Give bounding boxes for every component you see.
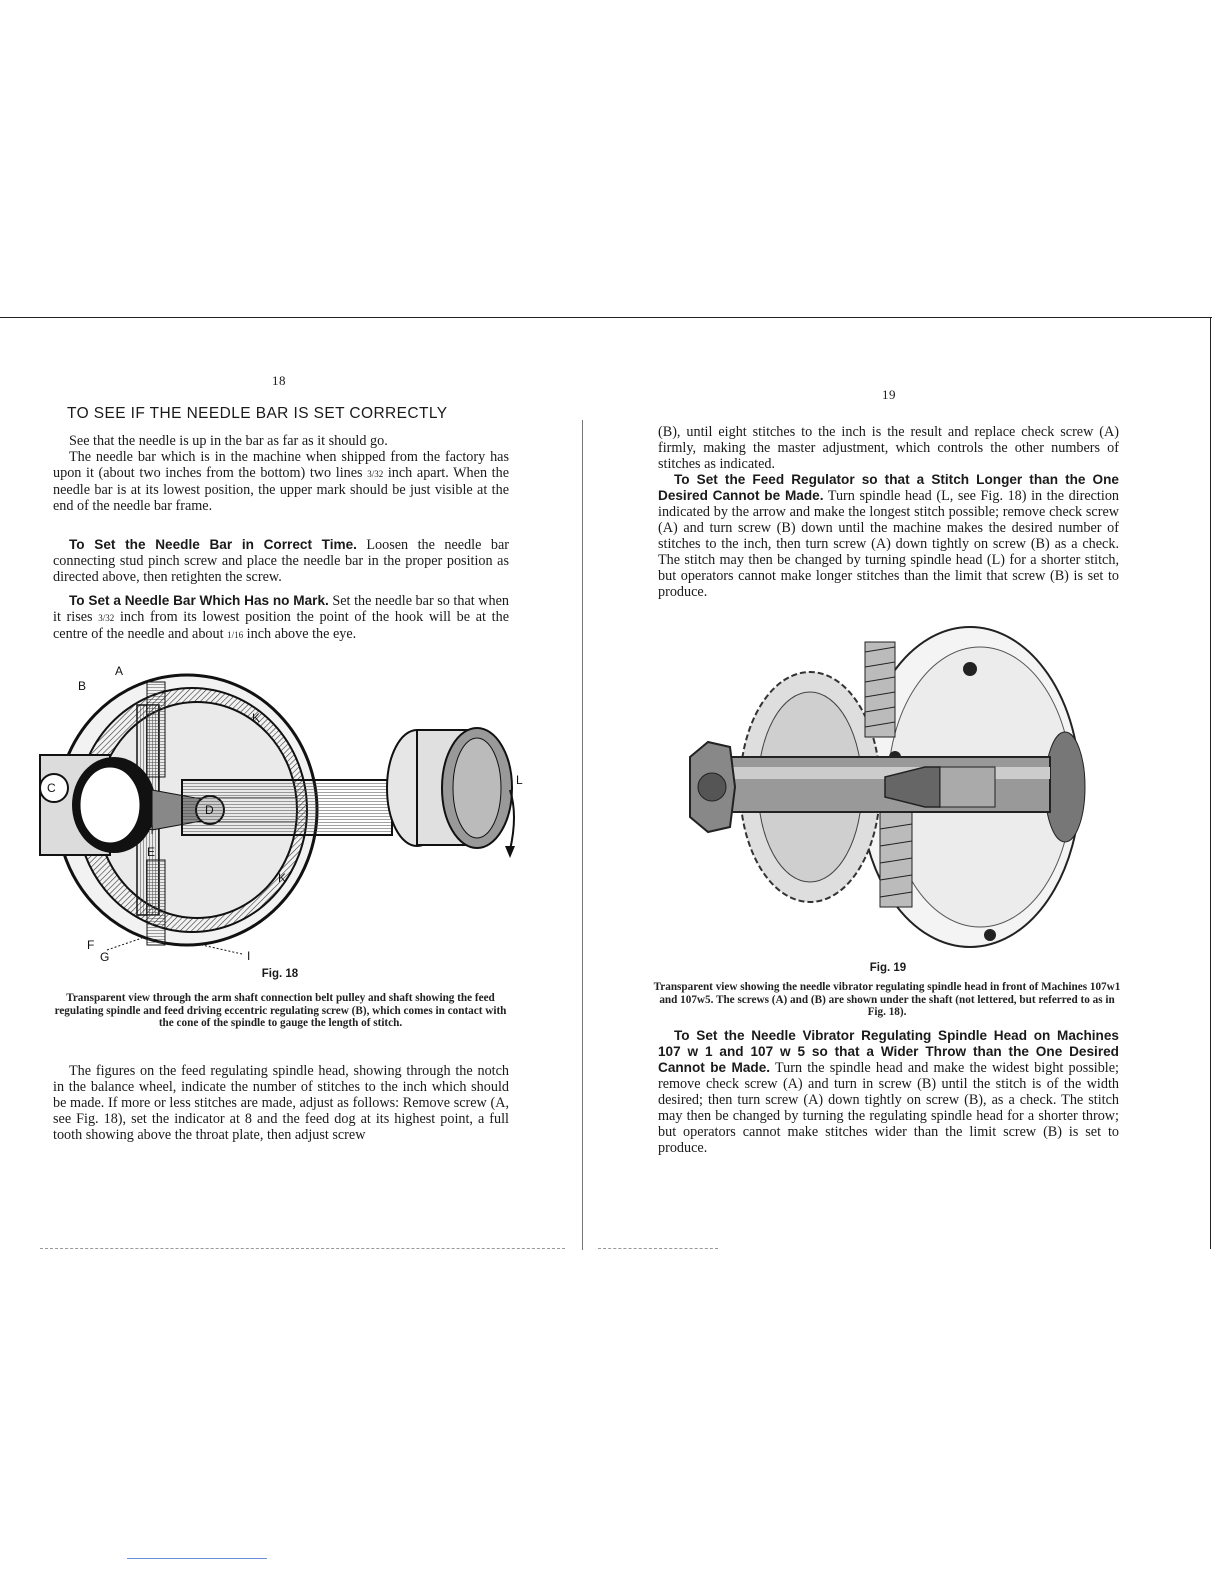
left-text-block-1 bbox=[53, 433, 509, 514]
bottom-rule-left bbox=[40, 1248, 565, 1249]
section-heading: TO SEE IF THE NEEDLE BAR IS SET CORRECTLY bbox=[67, 405, 448, 422]
fig18-letter-k-top: K bbox=[252, 711, 261, 725]
fig18-letter-e: E bbox=[147, 845, 156, 859]
figure-19-illustration bbox=[680, 617, 1090, 957]
paragraph-eight-stitches: (B), until eight stitches to the inch is the result and replace check screw (A) firmly, making the master adjustment, which controls the other numbers of stitches as indicated. bbox=[658, 424, 1119, 472]
paragraph-feed-figures: The figures on the feed regulating spindle head, showing through the notch in the balance wheel, indicate the number of stitches to the inch which should be made. If more or less stitches are made, adjust as follows: Remove screw (A, see Fig. 18), set the indicator at 8 and the feed dog at its highest point, a full tooth showing above the throat plate, then adjust screw bbox=[53, 1063, 509, 1143]
figure-18-illustration bbox=[32, 660, 532, 965]
figure-18-label: Fig. 18 bbox=[261, 968, 299, 980]
link-underline bbox=[127, 1558, 267, 1559]
page-number-left: 18 bbox=[272, 373, 286, 388]
figure-19-label: Fig. 19 bbox=[869, 962, 907, 974]
page-frame-top bbox=[0, 317, 1212, 318]
page-frame-right bbox=[1210, 317, 1211, 1249]
run-in-feed-regulator: To Set the Feed Regulator so that a Stitch Longer than the One Desired Cannot be Made. bbox=[658, 472, 1119, 503]
left-text-block-3 bbox=[53, 593, 509, 643]
right-text-block-2 bbox=[658, 1028, 1119, 1156]
fig18-letter-h: H bbox=[145, 823, 154, 837]
run-in-no-mark: To Set a Needle Bar Which Has no Mark. bbox=[69, 593, 329, 608]
fig18-letter-f: F bbox=[87, 938, 95, 952]
paragraph-no-mark: To Set a Needle Bar Which Has no Mark. Set the needle bar so that when it rises 3/32 inch from its lowest position the point of the hook will be at the centre of the needle and about 1/16 inch above the eye. bbox=[53, 593, 510, 642]
fig18-letter-c: C bbox=[47, 781, 56, 795]
left-text-block-4 bbox=[53, 1063, 509, 1143]
paragraph-feed-regulator: To Set the Feed Regulator so that a Stitch Longer than the One Desired Cannot be Made. Turn spindle head (L, see Fig. 18) in the direction indicated by the arrow and make the longest stitch possible; remove check screw (A) and turn screw (B) down until the machine makes the desired number of stitches to the inch, then turn screw (A) down tightly on screw (B) as a check. The stitch may then be changed by turning spindle head (L) for a shorter stitch, but operators cannot make longer stitches than the limit that screw (B) is set to produce. bbox=[658, 472, 1119, 600]
fig18-letter-i: I bbox=[247, 949, 251, 963]
right-text-block-1 bbox=[658, 424, 1119, 600]
bottom-rule-right bbox=[598, 1248, 718, 1249]
page-number-right: 19 bbox=[882, 387, 896, 402]
paragraph-needle-bar-marks: The needle bar which is in the machine when shipped from the factory has upon it (about two inches from the bottom) two lines 3/32 inch apart. When the needle bar is at its lowest position, the upper mark should be just visible at the end of the needle bar frame. bbox=[53, 449, 509, 514]
fig18-letter-b: B bbox=[78, 679, 87, 693]
paragraph-correct-time: To Set the Needle Bar in Correct Time. Loosen the needle bar connecting stud pinch screw and place the needle bar in the proper position as directed above, then retighten the screw. bbox=[53, 537, 510, 585]
fig18-letter-l: L bbox=[516, 773, 523, 787]
fig18-letter-a: A bbox=[115, 664, 124, 678]
fig18-letter-g: G bbox=[100, 950, 110, 964]
book-gutter bbox=[582, 420, 583, 1250]
figure-19-caption: Transparent view showing the needle vibrator regulating spindle head in front of Machines 107w1 and 107w5. The screws (A) and (B) are shown under the shaft (not lettered, but referred to as in Fig. 18). bbox=[653, 981, 1121, 1018]
left-text-block-2 bbox=[53, 537, 509, 585]
paragraph-needle-vibrator: To Set the Needle Vibrator Regulating Spindle Head on Machines 107 w 1 and 107 w 5 so that a Wider Throw than the One Desired Cannot be Made. Turn the spindle head and make the widest bight possible; remove check screw (A) and turn in screw (B) until the stitch is of the width desired; then turn screw (A) down tightly on screw (B), as a check. The stitch may then be changed by turning the regulating spindle head for a shorter throw; but operators cannot make stitches wider than the limit screw (B) is set to produce. bbox=[658, 1028, 1119, 1156]
run-in-needle-vibrator: To Set the Needle Vibrator Regulating Spindle Head on Machines 107 w 1 and 107 w 5 so that a Wider Throw than the One Desired Cannot be Made. bbox=[658, 1028, 1119, 1075]
run-in-correct-time: To Set the Needle Bar in Correct Time. bbox=[69, 537, 357, 552]
paragraph-needle-position: See that the needle is up in the bar as far as it should go. bbox=[69, 433, 388, 449]
fig18-letter-d: D bbox=[205, 803, 214, 817]
figure-18-caption: Transparent view through the arm shaft connection belt pulley and shaft showing the feed regulating spindle and feed driving eccentric regulating screw (B), which comes in contact with the cone of the spindle to gauge the length of stitch. bbox=[54, 992, 507, 1029]
fig18-letter-k-bottom: K bbox=[278, 871, 287, 885]
